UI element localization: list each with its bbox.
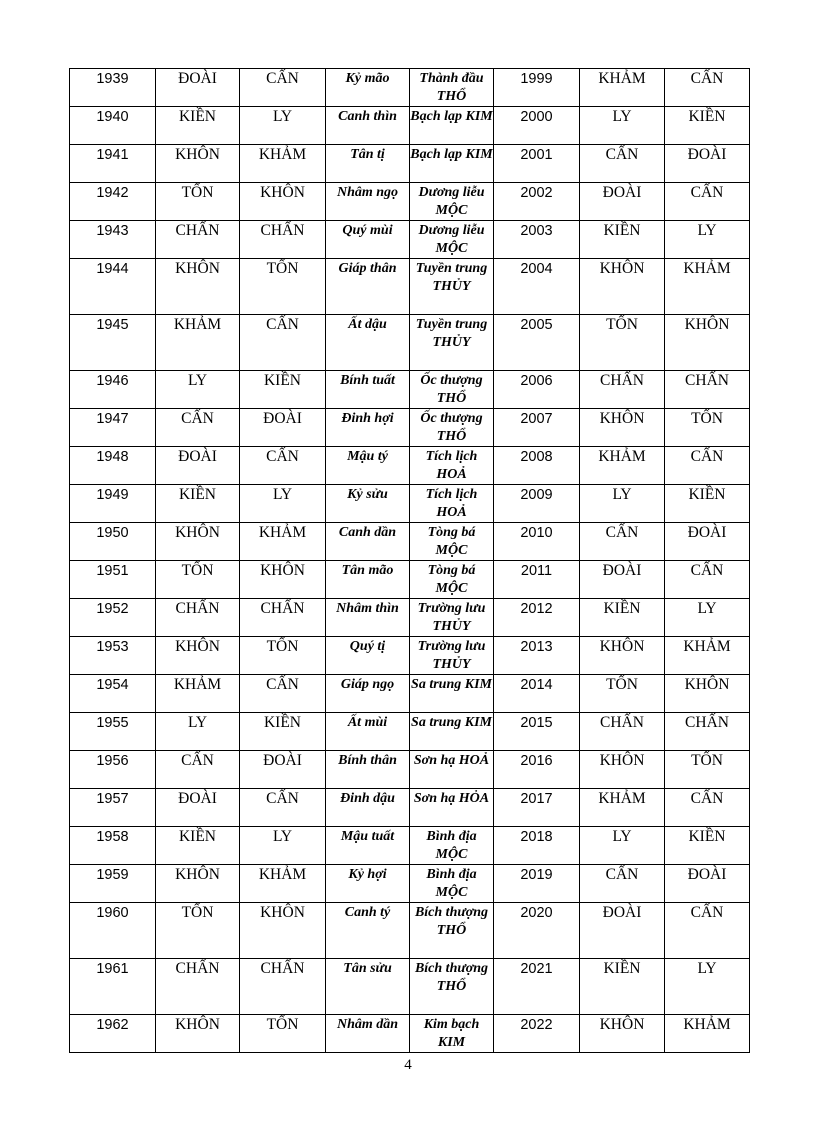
menh-cell: Sa trung KIM <box>410 675 494 713</box>
year2-cell: 2005 <box>494 315 580 371</box>
male-trigram2-cell: KHẢM <box>580 447 665 485</box>
male-trigram2-cell: KHÔN <box>580 751 665 789</box>
table-row <box>70 485 750 523</box>
menh-cell: Dương liễu MỘC <box>410 221 494 259</box>
can-chi-cell: Kỷ sửu <box>326 485 410 523</box>
menh-cell: Dương liễu MỘC <box>410 183 494 221</box>
year2-cell: 2018 <box>494 827 580 865</box>
year-cell: 1954 <box>70 675 156 713</box>
female-trigram2-cell: KIỀN <box>665 485 750 523</box>
year2-cell: 2010 <box>494 523 580 561</box>
menh-cell: Bích thượng THỔ <box>410 959 494 1015</box>
table-row <box>70 561 750 599</box>
table-row <box>70 599 750 637</box>
male-trigram-cell: TỐN <box>156 903 240 959</box>
female-trigram-cell: KIỀN <box>240 713 326 751</box>
female-trigram-cell: KHÔN <box>240 903 326 959</box>
menh-cell: Bạch lạp KIM <box>410 145 494 183</box>
male-trigram-cell: TỐN <box>156 561 240 599</box>
year-cell: 1948 <box>70 447 156 485</box>
table-row <box>70 903 750 959</box>
female-trigram2-cell: ĐOÀI <box>665 865 750 903</box>
female-trigram2-cell: CHẤN <box>665 371 750 409</box>
table-row <box>70 751 750 789</box>
year2-cell: 2001 <box>494 145 580 183</box>
table-row <box>70 637 750 675</box>
year-cell: 1949 <box>70 485 156 523</box>
male-trigram-cell: CẤN <box>156 409 240 447</box>
table-row <box>70 259 750 315</box>
year-cell: 1942 <box>70 183 156 221</box>
menh-cell: Bình địa MỘC <box>410 865 494 903</box>
female-trigram-cell: CHẤN <box>240 959 326 1015</box>
year2-cell: 2009 <box>494 485 580 523</box>
fate-table <box>69 68 750 1053</box>
year2-cell: 2019 <box>494 865 580 903</box>
menh-cell: Tuyền trung THỦY <box>410 259 494 315</box>
male-trigram-cell: KHẢM <box>156 675 240 713</box>
male-trigram-cell: CHẤN <box>156 221 240 259</box>
table-row <box>70 675 750 713</box>
can-chi-cell: Kỷ hợi <box>326 865 410 903</box>
female-trigram2-cell: KHẢM <box>665 637 750 675</box>
year2-cell: 2014 <box>494 675 580 713</box>
year2-cell: 2008 <box>494 447 580 485</box>
year2-cell: 2021 <box>494 959 580 1015</box>
can-chi-cell: Bính thân <box>326 751 410 789</box>
can-chi-cell: Tân mão <box>326 561 410 599</box>
female-trigram-cell: LY <box>240 827 326 865</box>
female-trigram-cell: ĐOÀI <box>240 409 326 447</box>
year-cell: 1947 <box>70 409 156 447</box>
menh-cell: Tuyền trung THỦY <box>410 315 494 371</box>
table-row <box>70 713 750 751</box>
table-row <box>70 523 750 561</box>
can-chi-cell: Quý mùi <box>326 221 410 259</box>
male-trigram2-cell: KIỀN <box>580 221 665 259</box>
can-chi-cell: Nhâm dần <box>326 1015 410 1053</box>
year-cell: 1953 <box>70 637 156 675</box>
female-trigram2-cell: CẤN <box>665 789 750 827</box>
table-row <box>70 789 750 827</box>
male-trigram2-cell: KHẢM <box>580 789 665 827</box>
table-row <box>70 827 750 865</box>
year-cell: 1943 <box>70 221 156 259</box>
female-trigram-cell: LY <box>240 485 326 523</box>
year2-cell: 2003 <box>494 221 580 259</box>
table-row <box>70 1015 750 1053</box>
menh-cell: Sơn hạ HOẢ <box>410 751 494 789</box>
female-trigram-cell: KHẢM <box>240 865 326 903</box>
female-trigram-cell: CẤN <box>240 789 326 827</box>
can-chi-cell: Ất mùi <box>326 713 410 751</box>
year2-cell: 2011 <box>494 561 580 599</box>
female-trigram-cell: TỐN <box>240 259 326 315</box>
female-trigram2-cell: TỐN <box>665 751 750 789</box>
year2-cell: 2015 <box>494 713 580 751</box>
female-trigram2-cell: CẤN <box>665 903 750 959</box>
female-trigram2-cell: ĐOÀI <box>665 523 750 561</box>
can-chi-cell: Quý tị <box>326 637 410 675</box>
female-trigram2-cell: CẤN <box>665 561 750 599</box>
can-chi-cell: Ất dậu <box>326 315 410 371</box>
can-chi-cell: Bính tuất <box>326 371 410 409</box>
year2-cell: 2004 <box>494 259 580 315</box>
can-chi-cell: Giáp thân <box>326 259 410 315</box>
year2-cell: 2006 <box>494 371 580 409</box>
male-trigram2-cell: CẤN <box>580 145 665 183</box>
female-trigram-cell: KHẢM <box>240 523 326 561</box>
male-trigram2-cell: ĐOÀI <box>580 903 665 959</box>
year2-cell: 2000 <box>494 107 580 145</box>
year-cell: 1941 <box>70 145 156 183</box>
male-trigram-cell: KHÔN <box>156 259 240 315</box>
female-trigram-cell: CHẤN <box>240 599 326 637</box>
female-trigram2-cell: CẤN <box>665 447 750 485</box>
male-trigram-cell: KIỀN <box>156 485 240 523</box>
female-trigram2-cell: KIỀN <box>665 827 750 865</box>
male-trigram-cell: KHÔN <box>156 145 240 183</box>
female-trigram-cell: CẤN <box>240 69 326 107</box>
year-cell: 1962 <box>70 1015 156 1053</box>
female-trigram2-cell: CẤN <box>665 69 750 107</box>
can-chi-cell: Tân sửu <box>326 959 410 1015</box>
female-trigram-cell: CẤN <box>240 447 326 485</box>
year2-cell: 2017 <box>494 789 580 827</box>
year2-cell: 2020 <box>494 903 580 959</box>
male-trigram-cell: ĐOÀI <box>156 789 240 827</box>
table-row <box>70 371 750 409</box>
male-trigram2-cell: LY <box>580 827 665 865</box>
male-trigram-cell: KIỀN <box>156 107 240 145</box>
male-trigram2-cell: TỐN <box>580 675 665 713</box>
female-trigram2-cell: LY <box>665 959 750 1015</box>
can-chi-cell: Giáp ngọ <box>326 675 410 713</box>
male-trigram2-cell: CẤN <box>580 865 665 903</box>
menh-cell: Bích thượng THỔ <box>410 903 494 959</box>
menh-cell: Thành đầu THỔ <box>410 69 494 107</box>
female-trigram2-cell: CẤN <box>665 183 750 221</box>
male-trigram-cell: CHẤN <box>156 599 240 637</box>
year-cell: 1946 <box>70 371 156 409</box>
female-trigram-cell: TỐN <box>240 637 326 675</box>
table-row <box>70 315 750 371</box>
male-trigram2-cell: LY <box>580 107 665 145</box>
year2-cell: 1999 <box>494 69 580 107</box>
can-chi-cell: Mậu tuất <box>326 827 410 865</box>
can-chi-cell: Tân tị <box>326 145 410 183</box>
can-chi-cell: Canh thìn <box>326 107 410 145</box>
year-cell: 1951 <box>70 561 156 599</box>
year-cell: 1952 <box>70 599 156 637</box>
menh-cell: Trường lưu THỦY <box>410 599 494 637</box>
year-cell: 1945 <box>70 315 156 371</box>
female-trigram-cell: CẤN <box>240 675 326 713</box>
table-row <box>70 183 750 221</box>
female-trigram-cell: KHÔN <box>240 561 326 599</box>
can-chi-cell: Canh tý <box>326 903 410 959</box>
female-trigram2-cell: KHẢM <box>665 1015 750 1053</box>
male-trigram-cell: ĐOÀI <box>156 69 240 107</box>
female-trigram2-cell: CHẤN <box>665 713 750 751</box>
year-cell: 1961 <box>70 959 156 1015</box>
year-cell: 1940 <box>70 107 156 145</box>
table-row <box>70 409 750 447</box>
female-trigram2-cell: LY <box>665 599 750 637</box>
page-number: 4 <box>404 1057 412 1073</box>
year-cell: 1944 <box>70 259 156 315</box>
male-trigram-cell: ĐOÀI <box>156 447 240 485</box>
male-trigram2-cell: KHÔN <box>580 1015 665 1053</box>
table-row <box>70 221 750 259</box>
female-trigram2-cell: KHÔN <box>665 675 750 713</box>
female-trigram2-cell: LY <box>665 221 750 259</box>
menh-cell: Tòng bá MỘC <box>410 523 494 561</box>
menh-cell: Tích lịch HOẢ <box>410 485 494 523</box>
male-trigram-cell: KIỀN <box>156 827 240 865</box>
menh-cell: Kim bạch KIM <box>410 1015 494 1053</box>
table-row <box>70 69 750 107</box>
year-cell: 1950 <box>70 523 156 561</box>
male-trigram2-cell: ĐOÀI <box>580 183 665 221</box>
menh-cell: Sơn hạ HỎA <box>410 789 494 827</box>
female-trigram-cell: LY <box>240 107 326 145</box>
female-trigram-cell: KHÔN <box>240 183 326 221</box>
table-row <box>70 959 750 1015</box>
male-trigram-cell: LY <box>156 713 240 751</box>
male-trigram-cell: CHẤN <box>156 959 240 1015</box>
can-chi-cell: Đinh hợi <box>326 409 410 447</box>
year2-cell: 2013 <box>494 637 580 675</box>
year-cell: 1959 <box>70 865 156 903</box>
female-trigram-cell: CHẤN <box>240 221 326 259</box>
female-trigram2-cell: KHẢM <box>665 259 750 315</box>
female-trigram2-cell: ĐOÀI <box>665 145 750 183</box>
female-trigram-cell: KHẢM <box>240 145 326 183</box>
table-row <box>70 447 750 485</box>
menh-cell: Tòng bá MỘC <box>410 561 494 599</box>
male-trigram-cell: KHÔN <box>156 523 240 561</box>
male-trigram2-cell: KHÔN <box>580 409 665 447</box>
year-cell: 1956 <box>70 751 156 789</box>
year2-cell: 2007 <box>494 409 580 447</box>
male-trigram-cell: CẤN <box>156 751 240 789</box>
male-trigram2-cell: CHẤN <box>580 371 665 409</box>
male-trigram2-cell: CẤN <box>580 523 665 561</box>
can-chi-cell: Canh dần <box>326 523 410 561</box>
female-trigram-cell: ĐOÀI <box>240 751 326 789</box>
year-cell: 1939 <box>70 69 156 107</box>
male-trigram-cell: KHÔN <box>156 865 240 903</box>
year-cell: 1960 <box>70 903 156 959</box>
year2-cell: 2012 <box>494 599 580 637</box>
menh-cell: Bạch lạp KIM <box>410 107 494 145</box>
menh-cell: Sa trung KIM <box>410 713 494 751</box>
male-trigram2-cell: KHÔN <box>580 259 665 315</box>
table-row <box>70 145 750 183</box>
male-trigram-cell: KHÔN <box>156 1015 240 1053</box>
can-chi-cell: Nhâm thìn <box>326 599 410 637</box>
male-trigram2-cell: KHÔN <box>580 637 665 675</box>
male-trigram-cell: KHÔN <box>156 637 240 675</box>
female-trigram-cell: TỐN <box>240 1015 326 1053</box>
female-trigram-cell: KIỀN <box>240 371 326 409</box>
male-trigram-cell: TỐN <box>156 183 240 221</box>
male-trigram-cell: KHẢM <box>156 315 240 371</box>
male-trigram2-cell: KHẢM <box>580 69 665 107</box>
table-row <box>70 865 750 903</box>
male-trigram2-cell: KIỀN <box>580 959 665 1015</box>
menh-cell: Tích lịch HOẢ <box>410 447 494 485</box>
female-trigram2-cell: KHÔN <box>665 315 750 371</box>
female-trigram2-cell: TỐN <box>665 409 750 447</box>
male-trigram2-cell: TỐN <box>580 315 665 371</box>
menh-cell: Trường lưu THỦY <box>410 637 494 675</box>
female-trigram2-cell: KIỀN <box>665 107 750 145</box>
can-chi-cell: Đinh dậu <box>326 789 410 827</box>
male-trigram-cell: LY <box>156 371 240 409</box>
year2-cell: 2016 <box>494 751 580 789</box>
can-chi-cell: Mậu tý <box>326 447 410 485</box>
year-cell: 1958 <box>70 827 156 865</box>
menh-cell: Ốc thượng THỔ <box>410 371 494 409</box>
male-trigram2-cell: KIỀN <box>580 599 665 637</box>
table-row <box>70 107 750 145</box>
year2-cell: 2002 <box>494 183 580 221</box>
menh-cell: Ốc thượng THỔ <box>410 409 494 447</box>
year-cell: 1957 <box>70 789 156 827</box>
year2-cell: 2022 <box>494 1015 580 1053</box>
can-chi-cell: Kỷ mão <box>326 69 410 107</box>
year-cell: 1955 <box>70 713 156 751</box>
menh-cell: Bình địa MỘC <box>410 827 494 865</box>
female-trigram-cell: CẤN <box>240 315 326 371</box>
male-trigram2-cell: CHẤN <box>580 713 665 751</box>
male-trigram2-cell: ĐOÀI <box>580 561 665 599</box>
male-trigram2-cell: LY <box>580 485 665 523</box>
can-chi-cell: Nhâm ngọ <box>326 183 410 221</box>
